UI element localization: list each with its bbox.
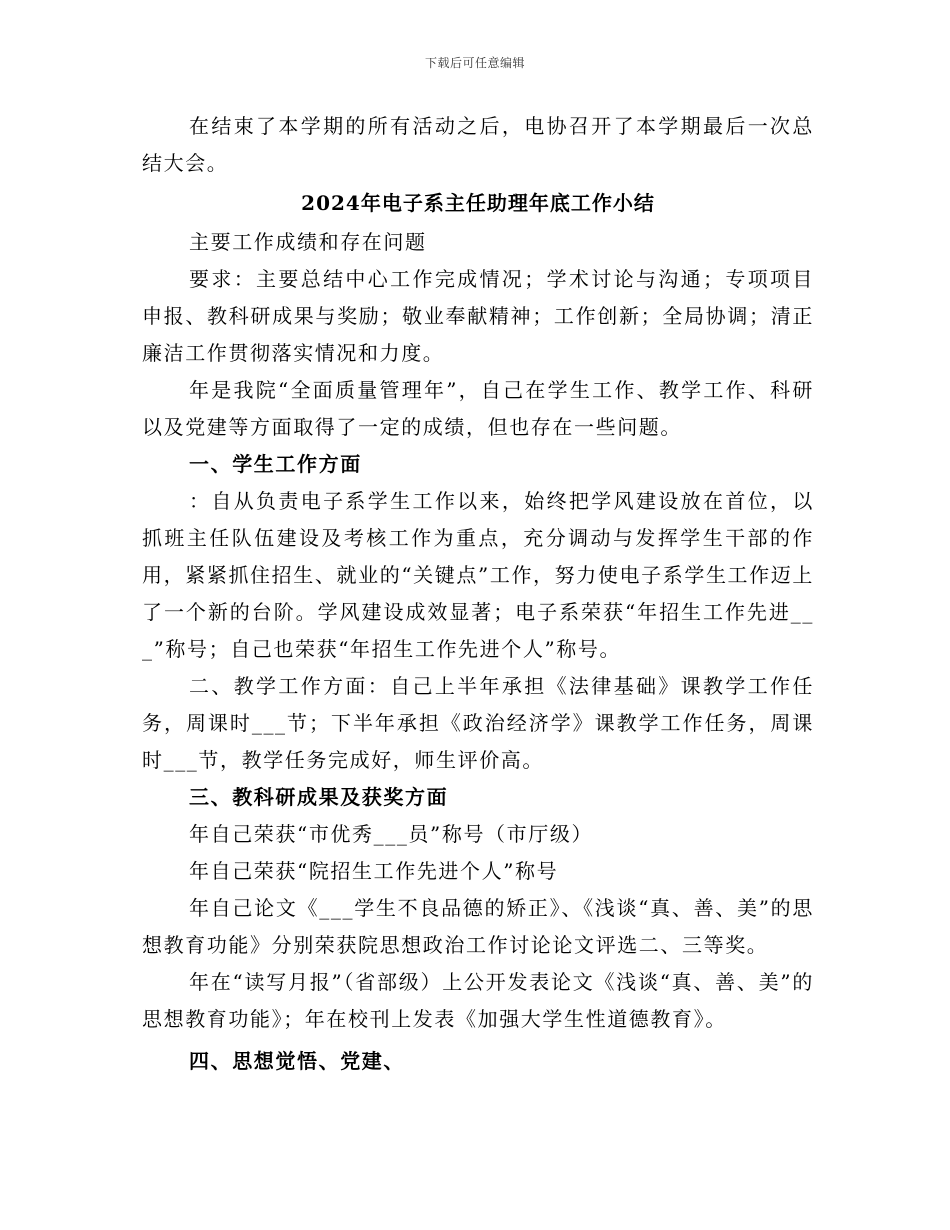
paragraph-award-1: 年自己荣获“市优秀___员”称号（市厅级）: [189, 822, 594, 846]
paragraph-student-work: ：自从负责电子系学生工作以来，始终把学风建设放在首位，以抓班主任队伍建设及考核工作为重点，充分调动与发挥学生干部的作用，紧紧抓住招生、就业的“关键点”工作，努力使电子系学生工作迈上了一个新的台阶。学风建设成效显著；电子系荣获“年招生工作先进___”称号；自己也荣获“年招生工作先进个人”称号。: [142, 489, 814, 661]
section-heading-student-work: 一、学生工作方面: [189, 452, 362, 476]
section-heading-ideology: 四、思想觉悟、党建、: [189, 1049, 405, 1073]
document-title: 2024年电子系主任助理年底工作小结: [301, 191, 655, 215]
paragraph-closing-meeting: 在结束了本学期的所有活动之后，电协召开了本学期最后一次总结大会。: [142, 114, 814, 175]
paragraph-teaching-work: 二、教学工作方面：自己上半年承担《法律基础》课教学工作任务，周课时___节；下半年承担《政治经济学》课教学工作任务，周课时___节，教学任务完成好，师生评价高。: [142, 674, 814, 772]
paragraph-award-3: 年自己论文《___学生不良品德的矫正》、《浅谈“真、善、美”的思想教育功能》分别荣获院思想政治工作讨论论文评选二、三等奖。: [142, 896, 814, 957]
document-body: [142, 108, 814, 1080]
paragraph-intro: 年是我院“全面质量管理年”，自己在学生工作、教学工作、科研以及党建等方面取得了一定的成绩，但也存在一些问题。: [142, 378, 814, 439]
paragraph-subtitle: 主要工作成绩和存在问题: [189, 230, 427, 254]
paragraph-requirements: 要求：主要总结中心工作完成情况；学术讨论与沟通；专项项目申报、教科研成果与奖励；敬业奉献精神；工作创新；全局协调；清正廉洁工作贯彻落实情况和力度。: [142, 267, 814, 365]
page-header: 下载后可任意编辑: [424, 56, 525, 70]
paragraph-publications: 年在“读写月报”（省部级）上公开发表论文《浅谈“真、善、美”的思想教育功能》；年在校刊上发表《加强大学生性道德教育》。: [142, 970, 814, 1031]
section-heading-research: 三、教科研成果及获奖方面: [189, 785, 449, 809]
paragraph-award-2: 年自己荣获“院招生工作先进个人”称号: [189, 859, 559, 883]
